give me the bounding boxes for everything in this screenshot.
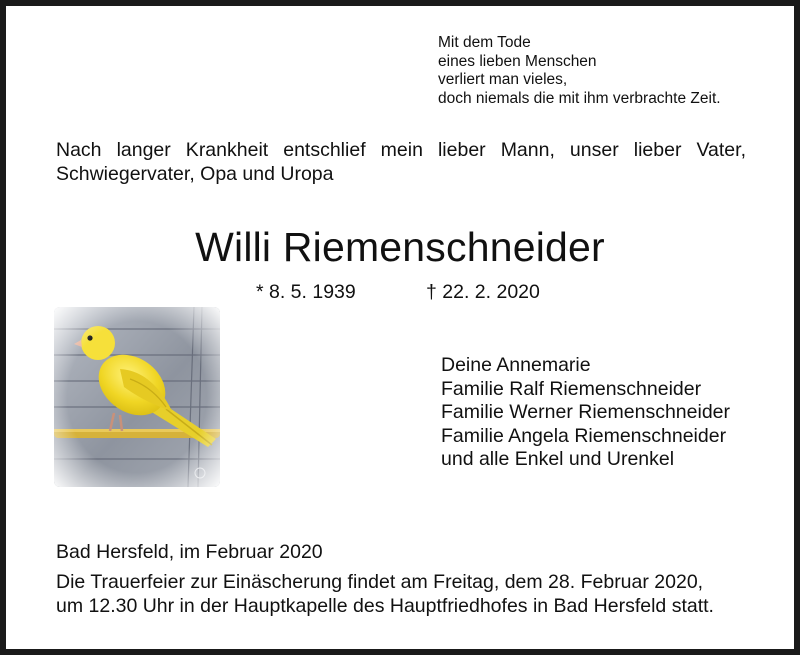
family-member: Familie Ralf Riemenschneider [441, 377, 702, 400]
motto-line: Mit dem Tode [438, 34, 531, 51]
intro-line-1: Nach langer Krankheit entschlief mein lieber Mann, unser lieber Vater, [56, 139, 746, 161]
birth-date: * 8. 5. 1939 [256, 281, 356, 303]
service-line-2: um 12.30 Uhr in der Hauptkapelle des Hauptfriedhofes in Bad Hersfeld statt. [56, 595, 714, 617]
deceased-name: Willi Riemenschneider [195, 224, 605, 270]
death-date: † 22. 2. 2020 [426, 281, 540, 303]
family-list [441, 354, 730, 472]
motto-line: doch niemals die mit ihm verbrachte Zeit. [438, 89, 721, 107]
intro-text [56, 138, 746, 186]
family-member: Deine Annemarie [441, 354, 591, 376]
place-date: Bad Hersfeld, im Februar 2020 [56, 541, 323, 563]
family-member: und alle Enkel und Urenkel [441, 448, 675, 470]
funeral-service-info [56, 570, 746, 618]
motto-line: eines lieben Menschen [438, 52, 597, 70]
family-member: Familie Werner Riemenschneider [441, 401, 730, 423]
canary-photo [54, 307, 220, 487]
motto-line: verliert man vieles, [438, 71, 568, 88]
motto-verse [438, 34, 721, 108]
intro-line-2: Schwiegervater, Opa und Uropa [56, 163, 334, 185]
service-line-1: Die Trauerfeier zur Einäscherung findet am Freitag, dem 28. Februar 2020, [56, 571, 704, 593]
family-member: Familie Angela Riemenschneider [441, 424, 727, 447]
